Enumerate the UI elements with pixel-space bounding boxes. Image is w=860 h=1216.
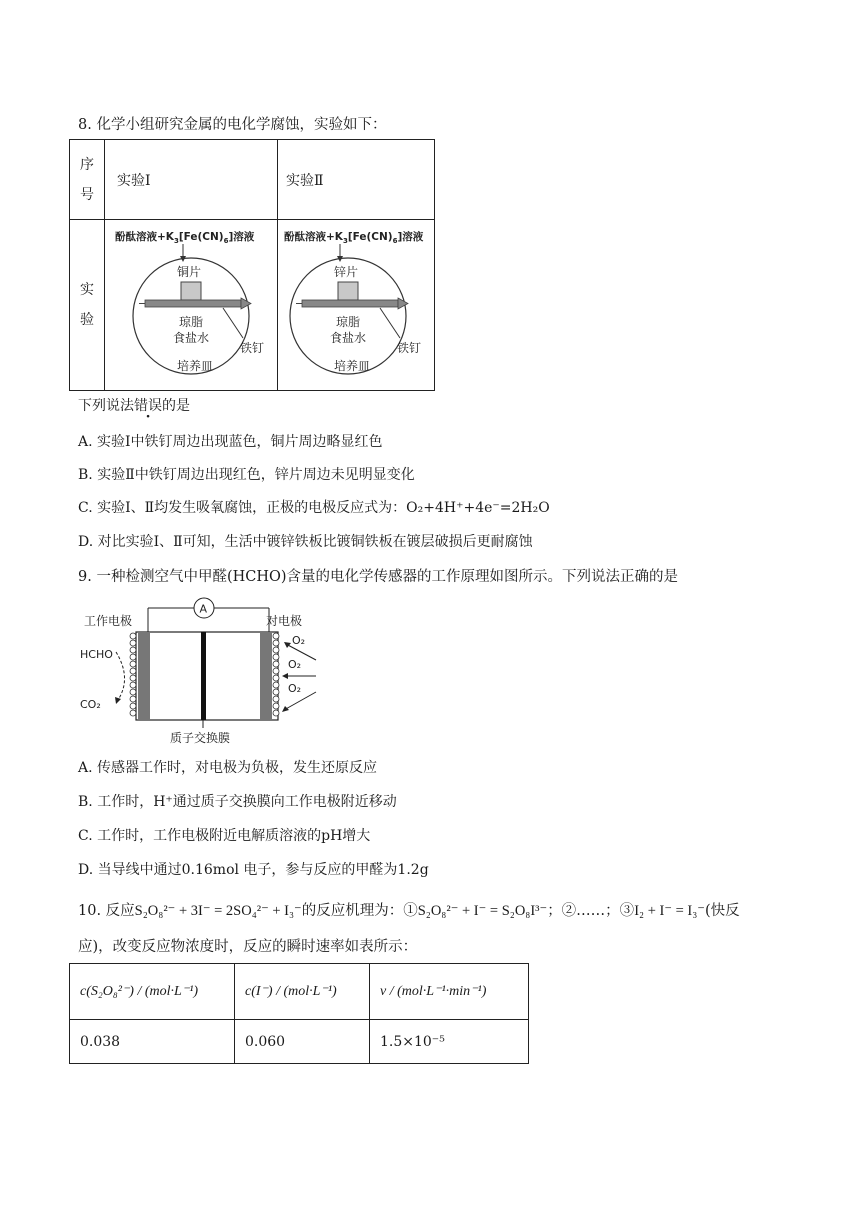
table-row bbox=[70, 1020, 529, 1064]
nail-label-2: 铁钉 bbox=[397, 341, 422, 355]
co2-label: CO₂ bbox=[80, 698, 101, 711]
table-header-index: 序 号 bbox=[70, 140, 105, 220]
rate-table bbox=[69, 963, 529, 1064]
counter-electrode-label: 对电极 bbox=[266, 614, 303, 628]
question-8-option-c: C. 实验Ⅰ、Ⅱ均发生吸氧腐蚀，正极的电极反应式为：O₂+4H⁺+4e⁻=2H₂O bbox=[78, 500, 550, 516]
question-10-line-2: 应)，改变反应物浓度时，反应的瞬时速率如表所示： bbox=[78, 939, 418, 955]
table-header-exp1: 实验Ⅰ bbox=[105, 140, 278, 220]
svg-text:琼脂: 琼脂 bbox=[336, 315, 361, 329]
rate-table-header-s2o8: c(S₂O₈²⁻) / (mol·L⁻¹) bbox=[70, 964, 235, 1020]
svg-text:O₂: O₂ bbox=[292, 634, 306, 647]
petri-dish-diagram-2 bbox=[278, 220, 434, 386]
working-electrode-label: 工作电极 bbox=[84, 614, 133, 628]
metal-label-2: 锌片 bbox=[334, 265, 359, 279]
rate-table-cell: 0.060 bbox=[235, 1020, 370, 1064]
question-8-option-b: B. 实验Ⅱ中铁钉周边出现红色，锌片周边未见明显变化 bbox=[78, 467, 415, 483]
svg-text:酚酞溶液+K3[Fe(CN)6]溶液: 酚酞溶液$+K_3[Fe(CN)_6]$溶液 bbox=[284, 231, 424, 245]
rate-table-cell: 0.038 bbox=[70, 1020, 235, 1064]
metal-label-1: 铜片 bbox=[177, 265, 202, 279]
question-9-option-b: B. 工作时，H⁺通过质子交换膜向工作电极附近移动 bbox=[78, 794, 397, 810]
membrane-label: 质子交换膜 bbox=[170, 731, 231, 745]
svg-text:O₂: O₂ bbox=[288, 682, 302, 695]
nail-label-1: 铁钉 bbox=[240, 341, 265, 355]
question-10-line-1: 10. 反应S₂O₈²⁻ + 3I⁻ = 2SO₄²⁻ + I₃⁻的反应机理为：①S₂O₈²⁻ + I⁻ = S₂O₈I³⁻；②……；③I₂ + I⁻ = I₃⁻(快反 bbox=[78, 903, 740, 919]
mechanism-step-3: I₂ + I⁻ = I₃⁻ bbox=[634, 903, 705, 919]
svg-text:酚酞溶液+K3[Fe(CN)6]溶液: 酚酞溶液$+K_3[Fe(CN)_6]$溶液 bbox=[115, 231, 255, 245]
sensor-diagram bbox=[74, 596, 334, 748]
svg-text:食盐水: 食盐水 bbox=[173, 331, 210, 345]
question-9-stem: 9. 一种检测空气中甲醛(HCHO)含量的电化学传感器的工作原理如图所示。下列说法正确的是 bbox=[78, 569, 679, 585]
rate-table-header-rate: v / (mol·L⁻¹·min⁻¹) bbox=[370, 964, 529, 1020]
svg-text:O₂: O₂ bbox=[288, 658, 302, 671]
svg-text:培养皿: 培养皿 bbox=[177, 359, 214, 373]
question-8-prompt: 下列说法错误的是 bbox=[78, 398, 190, 414]
question-9-option-c: C. 工作时，工作电极附近电解质溶液的pH增大 bbox=[78, 828, 371, 844]
question-9-option-a: A. 传感器工作时，对电极为负极，发生还原反应 bbox=[78, 760, 378, 776]
question-9-option-d: D. 当导线中通过0.16mol 电子，参与反应的甲醛为1.2g bbox=[78, 862, 429, 878]
emphasis-wrong: 错误 bbox=[134, 398, 162, 414]
question-8-option-d: D. 对比实验Ⅰ、Ⅱ可知，生活中镀锌铁板比镀铜铁板在镀层破损后更耐腐蚀 bbox=[78, 534, 533, 550]
rate-table-header-iodide: c(I⁻) / (mol·L⁻¹) bbox=[235, 964, 370, 1020]
rate-table-cell: 1.5×10⁻⁵ bbox=[370, 1020, 529, 1064]
experiment-table bbox=[69, 139, 435, 391]
ammeter-icon: A bbox=[199, 602, 208, 616]
svg-text:培养皿: 培养皿 bbox=[334, 359, 371, 373]
table-row-label: 实 验 bbox=[70, 220, 105, 391]
svg-text:琼脂: 琼脂 bbox=[179, 315, 204, 329]
hcho-label: HCHO bbox=[80, 648, 113, 661]
mechanism-step-1: S₂O₈²⁻ + I⁻ = S₂O₈I³⁻ bbox=[417, 903, 548, 919]
experiment-2-diagram bbox=[278, 220, 435, 391]
experiment-1-diagram bbox=[105, 220, 278, 391]
overall-reaction: S₂O₈²⁻ + 3I⁻ = 2SO₄²⁻ + I₃⁻ bbox=[134, 903, 302, 919]
table-header-exp2: 实验Ⅱ bbox=[278, 140, 435, 220]
petri-dish-diagram-1 bbox=[105, 220, 277, 386]
question-8-stem: 8. 化学小组研究金属的电化学腐蚀，实验如下： bbox=[78, 117, 387, 133]
question-8-option-a: A. 实验Ⅰ中铁钉周边出现蓝色，铜片周边略显红色 bbox=[78, 434, 383, 450]
svg-text:食盐水: 食盐水 bbox=[330, 331, 367, 345]
